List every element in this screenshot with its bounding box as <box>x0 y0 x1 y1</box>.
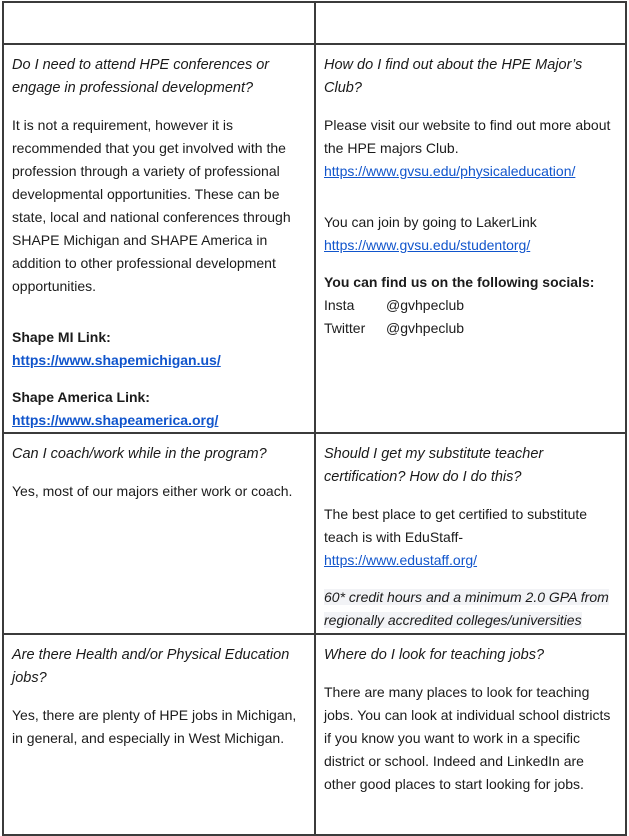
paragraph-spacer <box>324 197 619 211</box>
link-line <box>324 234 619 257</box>
shape-america-link[interactable]: https://www.shapeamerica.org/ <box>12 412 219 428</box>
paragraph-spacer <box>12 372 308 386</box>
faq-answer: You can join by going to LakerLink <box>324 214 537 230</box>
document-page <box>0 1 629 836</box>
paragraph-spacer <box>12 298 308 312</box>
paragraph-spacer <box>324 572 619 586</box>
shape-michigan-link[interactable]: https://www.shapemichigan.us/ <box>12 352 221 368</box>
social-handle: @gvhpeclub <box>386 320 465 336</box>
gvsu-physical-education-link[interactable]: https://www.gvsu.edu/physicaleducation/ <box>324 163 576 179</box>
faq-question: Where do I look for teaching jobs? <box>324 647 545 663</box>
faq-cell <box>3 44 315 433</box>
faq-cell <box>3 433 315 634</box>
highlighted-note: 60* credit hours and a minimum 2.0 GPA from regionally accredited colleges/universities <box>324 589 609 628</box>
paragraph-spacer <box>324 489 619 503</box>
link-line <box>12 349 308 372</box>
social-row <box>324 294 619 317</box>
table-row <box>3 44 626 433</box>
faq-table-body <box>3 2 626 835</box>
table-row <box>3 634 626 835</box>
faq-answer: Yes, there are plenty of HPE jobs in Michigan, in general, and especially in West Michigan. <box>12 707 297 746</box>
faq-answer: Please visit our website to find out more about the HPE majors Club. <box>324 117 611 156</box>
faq-question: Are there Health and/or Physical Education jobs? <box>12 647 290 686</box>
social-handle: @gvhpeclub <box>386 297 465 313</box>
social-row <box>324 317 619 340</box>
faq-answer: There are many places to look for teaching jobs. You can look at individual school districts if you know you want to work in a specific district or school. Indeed and LinkedIn are other good places to start looking for jobs. <box>324 684 611 792</box>
paragraph-spacer <box>324 257 619 271</box>
link-line <box>324 160 619 183</box>
paragraph-spacer <box>12 312 308 326</box>
faq-answer: The best place to get certified to substitute teach is with EduStaff- <box>324 506 588 545</box>
faq-question: How do I find out about the HPE Major’s Club? <box>324 57 583 96</box>
faq-cell <box>315 44 626 433</box>
empty-cell <box>315 2 626 44</box>
social-platform-label: Twitter <box>324 320 366 336</box>
bold-label: You can find us on the following socials: <box>324 274 595 290</box>
paragraph-spacer <box>324 100 619 114</box>
table-row <box>3 433 626 634</box>
faq-question: Should I get my substitute teacher certification? How do I do this? <box>324 446 544 485</box>
gvsu-studentorg-link[interactable]: https://www.gvsu.edu/studentorg/ <box>324 237 531 253</box>
table-row <box>3 2 626 44</box>
bold-label: Shape America Link: <box>12 389 150 405</box>
edustaff-link[interactable]: https://www.edustaff.org/ <box>324 552 478 568</box>
bold-label: Shape MI Link: <box>12 329 111 345</box>
faq-answer: Yes, most of our majors either work or coach. <box>12 483 293 499</box>
paragraph-spacer <box>324 667 619 681</box>
social-platform-label: Insta <box>324 297 355 313</box>
faq-question: Do I need to attend HPE conferences or engage in professional development? <box>12 57 270 96</box>
faq-cell <box>315 433 626 634</box>
paragraph-spacer <box>12 466 308 480</box>
paragraph-spacer <box>324 183 619 197</box>
faq-answer: It is not a requirement, however it is recommended that you get involved with the profession through a variety of professional developmental opportunities. These can be state, local and national conferences through SHAPE Michigan and SHAPE America in addition to other professional development opportunities. <box>12 117 291 294</box>
empty-cell <box>3 2 315 44</box>
paragraph-spacer <box>12 690 308 704</box>
faq-table <box>2 1 627 836</box>
link-line <box>324 549 619 572</box>
note-line <box>324 586 619 632</box>
faq-question: Can I coach/work while in the program? <box>12 446 267 462</box>
faq-cell <box>315 634 626 835</box>
paragraph-spacer <box>12 100 308 114</box>
faq-cell <box>3 634 315 835</box>
link-line <box>12 409 308 432</box>
